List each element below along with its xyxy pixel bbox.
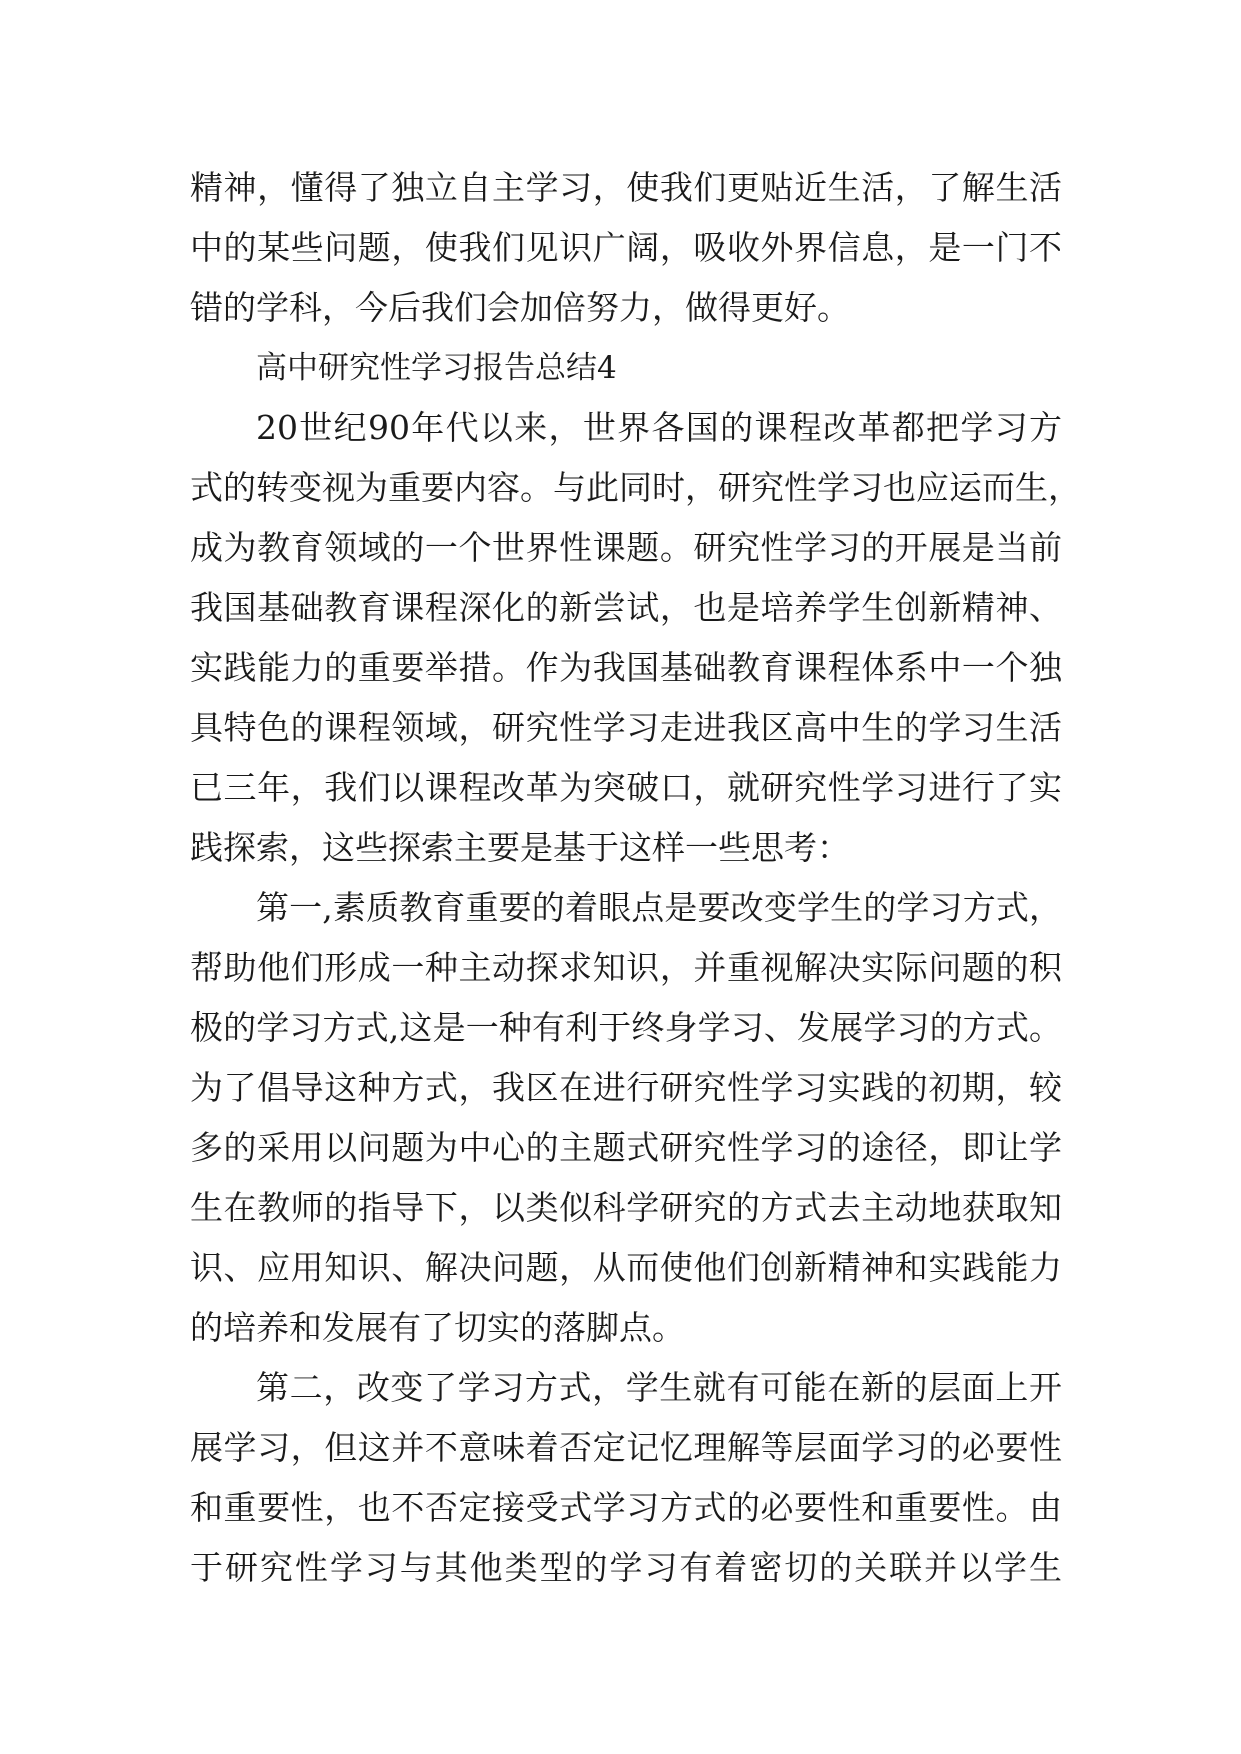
text-line: 中的某些问题，使我们见识广阔，吸收外界信息，是一门不 — [190, 228, 1062, 267]
document-body — [190, 158, 1081, 1598]
text-line: 和重要性，也不否定接受式学习方式的必要性和重要性。由 — [190, 1488, 1062, 1527]
text-line: 成为教育领域的一个世界性课题。研究性学习的开展是当前 — [190, 528, 1062, 567]
text-line: 第二，改变了学习方式，学生就有可能在新的层面上开 — [256, 1368, 1062, 1407]
text-line: 已三年，我们以课程改革为突破口，就研究性学习进行了实 — [190, 768, 1062, 807]
text-line: 展学习，但这并不意味着否定记忆理解等层面学习的必要性 — [190, 1428, 1062, 1467]
text-line: 识、应用知识、解决问题，从而使他们创新精神和实践能力 — [190, 1248, 1062, 1287]
text-line: 的培养和发展有了切实的落脚点。 — [190, 1308, 685, 1347]
text-line: 为了倡导这种方式，我区在进行研究性学习实践的初期，较 — [190, 1068, 1062, 1107]
text-line: 于研究性学习与其他类型的学习有着密切的关联并以学生 — [190, 1548, 1062, 1587]
text-line: 20世纪90年代以来，世界各国的课程改革都把学习方 — [256, 408, 1062, 447]
text-line: 精神，懂得了独立自主学习，使我们更贴近生活，了解生活 — [190, 168, 1062, 207]
text-line: 第一,素质教育重要的着眼点是要改变学生的学习方式， — [256, 888, 1062, 927]
text-line: 具特色的课程领域，研究性学习走进我区高中生的学习生活 — [190, 708, 1062, 747]
section-title: 高中研究性学习报告总结4 — [256, 350, 617, 386]
text-line: 我国基础教育课程深化的新尝试，也是培养学生创新精神、 — [190, 588, 1062, 627]
text-line: 帮助他们形成一种主动探求知识，并重视解决实际问题的积 — [190, 948, 1062, 987]
text-line: 生在教师的指导下，以类似科学研究的方式去主动地获取知 — [190, 1188, 1062, 1227]
text-line: 实践能力的重要举措。作为我国基础教育课程体系中一个独 — [190, 648, 1062, 687]
text-line: 多的采用以问题为中心的主题式研究性学习的途径，即让学 — [190, 1128, 1062, 1167]
paragraph-continuation — [190, 158, 1062, 338]
section-heading — [190, 338, 1062, 398]
paragraph-second-point — [190, 1358, 1062, 1598]
text-line: 践探索，这些探索主要是基于这样一些思考： — [190, 828, 850, 867]
paragraph-intro — [190, 398, 1081, 878]
text-line: 式的转变视为重要内容。与此同时，研究性学习也应运而生， — [190, 468, 1081, 507]
text-line: 错的学科，今后我们会加倍努力，做得更好。 — [190, 288, 850, 327]
paragraph-first-point — [190, 878, 1062, 1358]
text-line: 极的学习方式,这是一种有利于终身学习、发展学习的方式。 — [190, 1008, 1062, 1047]
